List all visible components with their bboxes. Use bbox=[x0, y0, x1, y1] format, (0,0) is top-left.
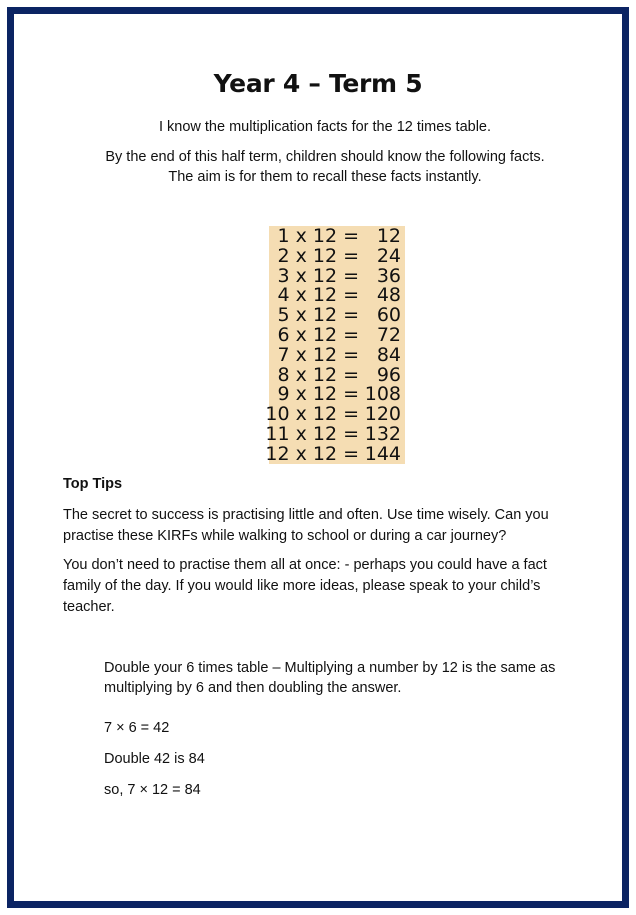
times-table-box bbox=[265, 225, 405, 465]
fact-answer: 144 bbox=[364, 442, 401, 465]
strategy-step-2: Double 42 is 84 bbox=[104, 751, 205, 767]
fact-equation: 3 x 12 = bbox=[277, 264, 359, 287]
fact-answer: 72 bbox=[376, 324, 401, 346]
strategy-step-1: 7 × 6 = 42 bbox=[104, 720, 170, 736]
fact-row bbox=[269, 285, 405, 305]
fact-answer: 108 bbox=[364, 383, 401, 406]
fact-answer: 60 bbox=[376, 304, 401, 327]
intro-expectation: By the end of this half term, children should know the following facts. bbox=[105, 149, 545, 165]
fact-equation: 4 x 12 = bbox=[277, 284, 359, 307]
fact-equation: 1 x 12 = bbox=[277, 225, 359, 247]
fact-equation: 7 x 12 = bbox=[277, 343, 359, 366]
strategy-step-3: so, 7 × 12 = 84 bbox=[104, 782, 201, 798]
top-tips-paragraph-1: The secret to success is practising little and often. Use time wisely. Can you practise these KIRFs while walking to school or during a car journey? bbox=[63, 507, 549, 544]
fact-row bbox=[265, 442, 405, 465]
intro-objective: I know the multiplication facts for the 12 times table. bbox=[158, 119, 492, 135]
fact-equation: 12 x 12 = bbox=[265, 442, 359, 465]
fact-answer: 24 bbox=[376, 244, 401, 267]
fact-row bbox=[269, 365, 405, 385]
fact-answer: 48 bbox=[376, 284, 401, 307]
strategy-text: Double your 6 times table – Multiplying a number by 12 is the same as multiplying by 6 and then doubling the answer. bbox=[104, 660, 556, 696]
fact-answer: 96 bbox=[376, 363, 401, 386]
top-tips-heading: Top Tips bbox=[63, 476, 123, 492]
fact-row bbox=[269, 345, 405, 365]
fact-equation: 2 x 12 = bbox=[277, 244, 359, 267]
fact-equation: 6 x 12 = bbox=[277, 324, 359, 346]
fact-row bbox=[269, 384, 405, 404]
fact-row bbox=[269, 246, 405, 266]
fact-answer: 120 bbox=[364, 403, 401, 426]
fact-equation: 10 x 12 = bbox=[265, 403, 359, 426]
fact-equation: 9 x 12 = bbox=[277, 383, 359, 406]
fact-equation: 11 x 12 = bbox=[265, 423, 359, 445]
fact-answer: 132 bbox=[364, 423, 401, 445]
intro-aim: The aim is for them to recall these facts instantly. bbox=[168, 169, 482, 185]
fact-answer: 84 bbox=[376, 343, 401, 366]
fact-equation: 8 x 12 = bbox=[277, 363, 359, 386]
fact-row bbox=[265, 423, 405, 445]
top-tips-paragraph-2: You don’t need to practise them all at once: - perhaps you could have a fact family of the day. If you would like more ideas, please speak to your child’s teacher. bbox=[63, 557, 547, 615]
fact-row bbox=[269, 305, 405, 325]
fact-equation: 5 x 12 = bbox=[277, 304, 359, 327]
page-title: Year 4 – Term 5 bbox=[213, 69, 423, 98]
fact-answer: 36 bbox=[376, 264, 401, 287]
fact-row bbox=[269, 226, 405, 246]
worksheet-page bbox=[7, 7, 629, 908]
fact-answer: 12 bbox=[376, 225, 401, 247]
fact-row bbox=[265, 403, 405, 426]
fact-row bbox=[269, 266, 405, 286]
fact-row bbox=[269, 325, 405, 345]
